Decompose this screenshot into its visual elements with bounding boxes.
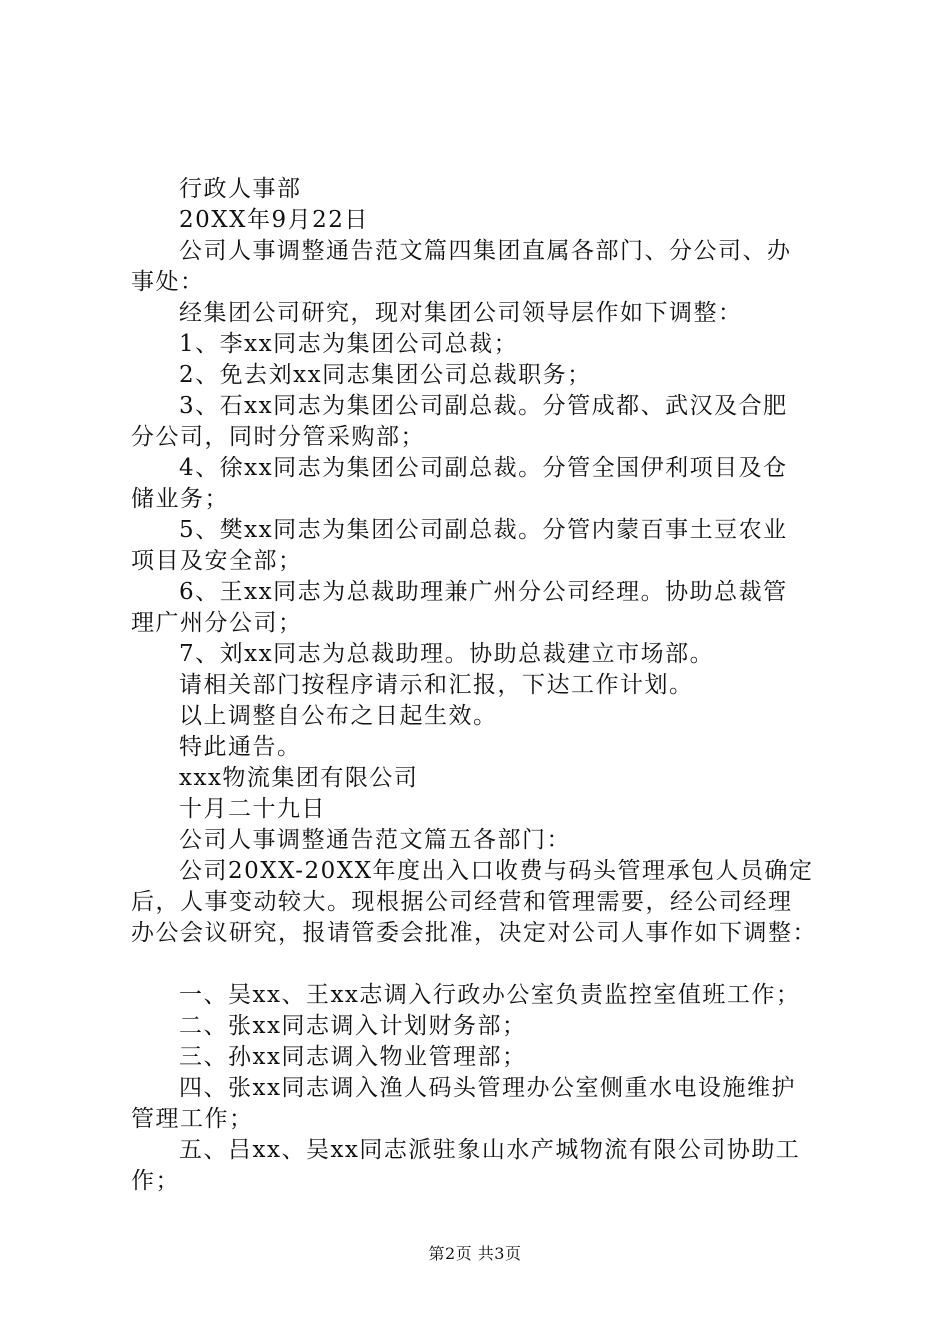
date-line: 20XX年9月22日 — [179, 207, 369, 233]
item-line: 3、石xx同志为集团公司副总裁。分管成都、武汉及合肥 — [179, 393, 788, 419]
paragraph-line-cont: 办公会议研究，报请管委会批准，决定对公司人事作如下调整： — [131, 920, 817, 946]
item-line-cont: 储业务； — [131, 486, 229, 512]
item-line-cont: 作； — [131, 1168, 180, 1194]
item-line-cont: 分公司，同时分管采购部； — [131, 424, 425, 450]
paragraph-line: 经集团公司研究，现对集团公司领导层作如下调整： — [179, 300, 743, 326]
section-four-heading: 公司人事调整通告范文篇四集团直属各部门、分公司、办 — [179, 238, 792, 264]
page-number-footer: 第2页 共3页 — [428, 1244, 522, 1263]
item-line: 四、张xx同志调入渔人码头管理办公室侧重水电设施维护 — [179, 1075, 796, 1101]
paragraph-line: 以上调整自公布之日起生效。 — [179, 703, 498, 729]
paragraph-line: 公司20XX-20XX年度出入口收费与码头管理承包人员确定 — [179, 858, 814, 884]
department-line: 行政人事部 — [179, 176, 302, 202]
blank-line — [131, 949, 831, 980]
item-line: 1、李xx同志为集团公司总裁； — [179, 331, 519, 357]
item-line: 6、王xx同志为总裁助理兼广州分公司经理。协助总裁管 — [179, 579, 788, 605]
paragraph-line: 请相关部门按程序请示和汇报，下达工作计划。 — [179, 672, 694, 698]
item-line: 7、刘xx同志为总裁助理。协助总裁建立市场部。 — [179, 641, 715, 667]
paragraph-line: 特此通告。 — [179, 734, 302, 760]
company-signature: xxx物流集团有限公司 — [179, 765, 419, 791]
item-line-cont: 管理工作； — [131, 1106, 254, 1132]
item-line: 二、张xx同志调入计划财务部； — [179, 1013, 527, 1039]
item-line: 5、樊xx同志为集团公司副总裁。分管内蒙百事土豆农业 — [179, 517, 788, 543]
item-line: 一、吴xx、王xx志调入行政办公室负责监控室值班工作； — [179, 982, 801, 1008]
item-line: 4、徐xx同志为集团公司副总裁。分管全国伊利项目及仓 — [179, 455, 788, 481]
signature-date: 十月二十九日 — [179, 796, 326, 822]
item-line: 五、吕xx、吴xx同志派驻象山水产城物流有限公司协助工 — [179, 1137, 801, 1163]
section-five-heading: 公司人事调整通告范文篇五各部门： — [179, 827, 571, 853]
item-line: 三、孙xx同志调入物业管理部； — [179, 1044, 527, 1070]
item-line: 2、免去刘xx同志集团公司总裁职务； — [179, 362, 592, 388]
item-line-cont: 理广州分公司； — [131, 610, 303, 636]
document-body — [131, 174, 831, 1197]
paragraph-line-cont: 后，人事变动较大。现根据公司经营和管理需要，经公司经理 — [131, 889, 793, 915]
item-line-cont: 项目及安全部； — [131, 548, 303, 574]
section-four-heading-cont: 事处： — [131, 269, 205, 295]
